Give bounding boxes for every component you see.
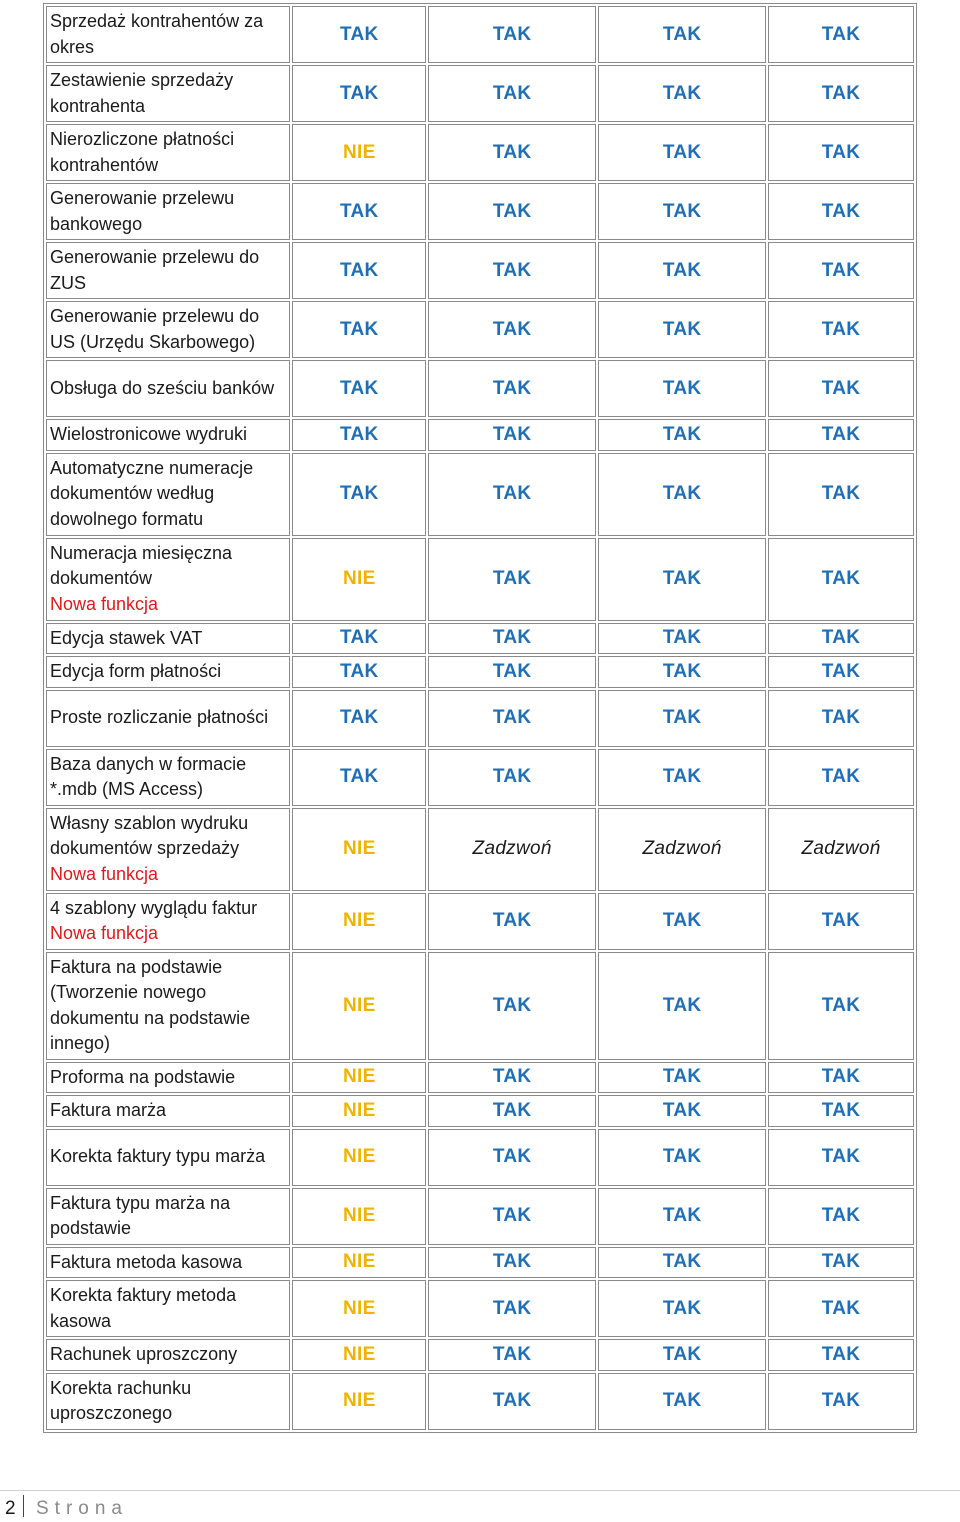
value-cell-edition-2: TAK	[428, 183, 596, 240]
value-cell-edition-3: TAK	[598, 952, 766, 1060]
value-cell-edition-3: TAK	[598, 1188, 766, 1245]
value-cell-edition-3: TAK	[598, 124, 766, 181]
feature-name: Wielostronicowe wydruki	[50, 424, 248, 444]
value-cell-edition-3: TAK	[598, 1095, 766, 1127]
value-cell-edition-2: TAK	[428, 538, 596, 621]
value-cell-edition-1: TAK	[292, 623, 426, 655]
feature-name-cell	[46, 1188, 290, 1245]
value-cell-edition-3: TAK	[598, 183, 766, 240]
feature-name-cell	[46, 808, 290, 891]
value-cell-edition-2: TAK	[428, 690, 596, 747]
value-cell-edition-2: TAK	[428, 1339, 596, 1371]
value-cell-edition-1: TAK	[292, 301, 426, 358]
value-cell-edition-3: TAK	[598, 301, 766, 358]
feature-name-cell	[46, 1373, 290, 1430]
table-row	[46, 1247, 914, 1279]
value-cell-edition-2: TAK	[428, 1062, 596, 1094]
feature-name: Faktura na podstawie (Tworzenie nowego dokumentu na podstawie innego)	[50, 956, 251, 1053]
feature-name: Faktura typu marża na podstawie	[50, 1192, 231, 1238]
table-row	[46, 623, 914, 655]
value-cell-edition-1: NIE	[292, 1280, 426, 1337]
value-cell-edition-3: TAK	[598, 749, 766, 806]
value-cell-edition-2: TAK	[428, 623, 596, 655]
value-cell-edition-1: NIE	[292, 124, 426, 181]
table-row	[46, 453, 914, 536]
value-cell-edition-1: NIE	[292, 538, 426, 621]
feature-name-cell	[46, 623, 290, 655]
table-row	[46, 183, 914, 240]
value-cell-edition-1: TAK	[292, 65, 426, 122]
new-feature-label: Nowa funkcja	[50, 593, 159, 614]
footer-divider	[23, 1495, 24, 1517]
value-cell-edition-1: TAK	[292, 690, 426, 747]
value-cell-edition-2: TAK	[428, 124, 596, 181]
value-cell-edition-3: TAK	[598, 1339, 766, 1371]
value-cell-edition-3: TAK	[598, 1280, 766, 1337]
value-cell-edition-4: Zadzwoń	[768, 808, 914, 891]
table-row	[46, 749, 914, 806]
feature-name-cell	[46, 6, 290, 63]
value-cell-edition-3: TAK	[598, 6, 766, 63]
feature-name: Zestawienie sprzedaży kontrahenta	[50, 70, 234, 116]
feature-name: Edycja stawek VAT	[50, 627, 203, 648]
table-row	[46, 1373, 914, 1430]
feature-name: Generowanie przelewu do US (Urzędu Skarbowego)	[50, 306, 260, 352]
feature-name: Obsługa do sześciu banków	[50, 377, 275, 398]
value-cell-edition-2: TAK	[428, 952, 596, 1060]
table-row	[46, 538, 914, 621]
value-cell-edition-4: TAK	[768, 1188, 914, 1245]
value-cell-edition-4: TAK	[768, 1062, 914, 1094]
feature-name-cell	[46, 893, 290, 950]
table-row	[46, 124, 914, 181]
feature-name-cell	[46, 1095, 290, 1127]
feature-name: Nierozliczone płatności kontrahentów	[50, 129, 235, 175]
feature-name-cell	[46, 1280, 290, 1337]
feature-comparison-table	[43, 3, 917, 1433]
feature-name-cell	[46, 656, 290, 688]
value-cell-edition-3: TAK	[598, 538, 766, 621]
feature-name-cell	[46, 538, 290, 621]
value-cell-edition-2: TAK	[428, 419, 596, 451]
value-cell-edition-2: TAK	[428, 360, 596, 417]
value-cell-edition-1: NIE	[292, 808, 426, 891]
value-cell-edition-3: TAK	[598, 623, 766, 655]
table-row	[46, 808, 914, 891]
value-cell-edition-4: TAK	[768, 65, 914, 122]
feature-name: Sprzedaż kontrahentów za okres	[50, 11, 264, 57]
table-row	[46, 301, 914, 358]
page-label: Strona	[36, 1498, 128, 1519]
value-cell-edition-2: TAK	[428, 1095, 596, 1127]
value-cell-edition-4: TAK	[768, 242, 914, 299]
value-cell-edition-1: TAK	[292, 6, 426, 63]
value-cell-edition-3: TAK	[598, 453, 766, 536]
table-row	[46, 242, 914, 299]
value-cell-edition-3: TAK	[598, 419, 766, 451]
feature-name-cell	[46, 124, 290, 181]
value-cell-edition-3: TAK	[598, 360, 766, 417]
feature-name-cell	[46, 453, 290, 536]
table-row	[46, 1339, 914, 1371]
value-cell-edition-1: NIE	[292, 1373, 426, 1430]
value-cell-edition-1: TAK	[292, 749, 426, 806]
value-cell-edition-4: TAK	[768, 453, 914, 536]
feature-name-cell	[46, 360, 290, 417]
value-cell-edition-4: TAK	[768, 690, 914, 747]
value-cell-edition-3: TAK	[598, 690, 766, 747]
value-cell-edition-2: TAK	[428, 1373, 596, 1430]
value-cell-edition-1: TAK	[292, 360, 426, 417]
value-cell-edition-1: TAK	[292, 242, 426, 299]
value-cell-edition-2: TAK	[428, 749, 596, 806]
feature-name-cell	[46, 1062, 290, 1094]
table-row	[46, 1129, 914, 1186]
feature-name-cell	[46, 1129, 290, 1186]
value-cell-edition-1: NIE	[292, 1339, 426, 1371]
table-row	[46, 656, 914, 688]
value-cell-edition-2: TAK	[428, 301, 596, 358]
value-cell-edition-1: NIE	[292, 1095, 426, 1127]
value-cell-edition-1: NIE	[292, 1062, 426, 1094]
value-cell-edition-3: TAK	[598, 1247, 766, 1279]
value-cell-edition-4: TAK	[768, 419, 914, 451]
value-cell-edition-4: TAK	[768, 952, 914, 1060]
value-cell-edition-3: TAK	[598, 1373, 766, 1430]
new-feature-label: Nowa funkcja	[50, 923, 159, 943]
table-row	[46, 360, 914, 417]
value-cell-edition-4: TAK	[768, 360, 914, 417]
table-row	[46, 952, 914, 1060]
value-cell-edition-4: TAK	[768, 1247, 914, 1279]
value-cell-edition-2: TAK	[428, 1280, 596, 1337]
new-feature-label: Nowa funkcja	[50, 863, 159, 884]
feature-name: Rachunek uproszczony	[50, 1344, 238, 1364]
value-cell-edition-4: TAK	[768, 1339, 914, 1371]
value-cell-edition-2: TAK	[428, 893, 596, 950]
feature-name: Automatyczne numeracje dokumentów według dowolnego formatu	[50, 457, 254, 529]
value-cell-edition-2: TAK	[428, 453, 596, 536]
value-cell-edition-2: TAK	[428, 6, 596, 63]
feature-name: Edycja form płatności	[50, 661, 222, 681]
feature-name: Generowanie przelewu bankowego	[50, 188, 235, 234]
value-cell-edition-2: TAK	[428, 1247, 596, 1279]
value-cell-edition-1: TAK	[292, 183, 426, 240]
value-cell-edition-1: NIE	[292, 893, 426, 950]
table-row	[46, 1188, 914, 1245]
value-cell-edition-3: TAK	[598, 893, 766, 950]
table-row	[46, 65, 914, 122]
table-row	[46, 6, 914, 63]
value-cell-edition-4: TAK	[768, 6, 914, 63]
value-cell-edition-3: TAK	[598, 1129, 766, 1186]
table-row	[46, 1095, 914, 1127]
value-cell-edition-4: TAK	[768, 538, 914, 621]
feature-name: Faktura marża	[50, 1100, 167, 1120]
feature-name-cell	[46, 1247, 290, 1279]
feature-name: Baza danych w formacie *.mdb (MS Access)	[50, 753, 247, 799]
value-cell-edition-4: TAK	[768, 124, 914, 181]
table-row	[46, 690, 914, 747]
feature-name-cell	[46, 242, 290, 299]
value-cell-edition-3: Zadzwoń	[598, 808, 766, 891]
value-cell-edition-1: TAK	[292, 419, 426, 451]
value-cell-edition-4: TAK	[768, 1129, 914, 1186]
feature-name: Korekta faktury typu marża	[50, 1146, 266, 1167]
value-cell-edition-4: TAK	[768, 893, 914, 950]
value-cell-edition-3: TAK	[598, 1062, 766, 1094]
feature-name: Własny szablon wydruku dokumentów sprzedaży	[50, 812, 249, 859]
feature-name: Korekta rachunku uproszczonego	[50, 1377, 192, 1423]
feature-name-cell	[46, 419, 290, 451]
feature-name: Faktura metoda kasowa	[50, 1251, 243, 1272]
table-row	[46, 893, 914, 950]
value-cell-edition-1: NIE	[292, 1129, 426, 1186]
value-cell-edition-3: TAK	[598, 65, 766, 122]
value-cell-edition-3: TAK	[598, 242, 766, 299]
value-cell-edition-4: TAK	[768, 749, 914, 806]
value-cell-edition-1: NIE	[292, 952, 426, 1060]
feature-name: Proste rozliczanie płatności	[50, 707, 269, 728]
value-cell-edition-2: TAK	[428, 1188, 596, 1245]
table-row	[46, 1062, 914, 1094]
value-cell-edition-2: TAK	[428, 242, 596, 299]
feature-name: Korekta faktury metoda kasowa	[50, 1285, 237, 1331]
feature-name-cell	[46, 183, 290, 240]
table-row	[46, 1280, 914, 1337]
feature-table-body	[46, 6, 914, 1430]
value-cell-edition-1: NIE	[292, 1247, 426, 1279]
value-cell-edition-3: TAK	[598, 656, 766, 688]
feature-name: Generowanie przelewu do ZUS	[50, 247, 260, 293]
page-number: 2	[5, 1498, 16, 1519]
value-cell-edition-1: TAK	[292, 656, 426, 688]
feature-name-cell	[46, 301, 290, 358]
table-row	[46, 419, 914, 451]
value-cell-edition-2: Zadzwoń	[428, 808, 596, 891]
value-cell-edition-1: TAK	[292, 453, 426, 536]
page-footer	[0, 1490, 960, 1522]
feature-name: Numeracja miesięczna dokumentów	[50, 542, 233, 589]
value-cell-edition-4: TAK	[768, 656, 914, 688]
feature-name: 4 szablony wyglądu faktur	[50, 897, 258, 918]
feature-name-cell	[46, 65, 290, 122]
value-cell-edition-4: TAK	[768, 301, 914, 358]
feature-name: Proforma na podstawie	[50, 1066, 236, 1087]
value-cell-edition-2: TAK	[428, 1129, 596, 1186]
feature-name-cell	[46, 690, 290, 747]
value-cell-edition-4: TAK	[768, 1373, 914, 1430]
value-cell-edition-2: TAK	[428, 65, 596, 122]
value-cell-edition-4: TAK	[768, 1095, 914, 1127]
feature-name-cell	[46, 1339, 290, 1371]
feature-name-cell	[46, 952, 290, 1060]
feature-name-cell	[46, 749, 290, 806]
value-cell-edition-1: NIE	[292, 1188, 426, 1245]
value-cell-edition-4: TAK	[768, 183, 914, 240]
value-cell-edition-2: TAK	[428, 656, 596, 688]
value-cell-edition-4: TAK	[768, 623, 914, 655]
value-cell-edition-4: TAK	[768, 1280, 914, 1337]
